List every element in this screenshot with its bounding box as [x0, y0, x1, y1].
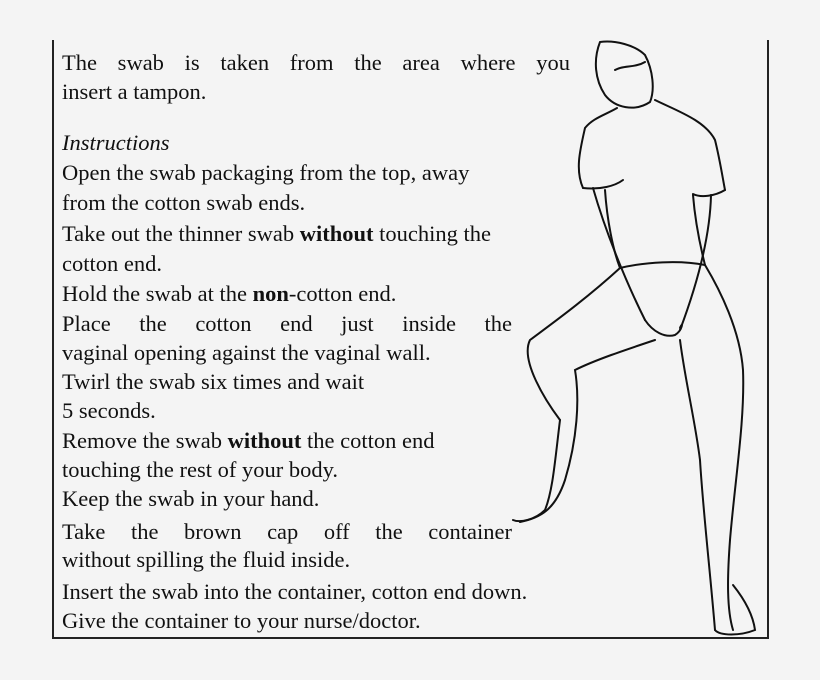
line-text: Hold the swab at the	[62, 281, 253, 306]
emphasis-text: without	[227, 428, 302, 453]
instruction-line	[62, 546, 350, 574]
instruction-line	[62, 427, 434, 455]
line-text: Give the container to your nurse/doctor.	[62, 608, 421, 633]
line-text: the cotton end	[301, 428, 435, 453]
line-text: Take the brown cap off the container	[62, 519, 512, 544]
instruction-line	[62, 159, 469, 187]
intro-line-2: insert a tampon.	[62, 79, 207, 104]
instruction-line	[62, 607, 421, 635]
line-text: -cotton end.	[288, 281, 397, 306]
line-text: cotton end.	[62, 251, 162, 276]
line-text: touching the rest of your body.	[62, 457, 338, 482]
instruction-line	[62, 518, 512, 546]
person-illustration	[505, 40, 765, 640]
intro-line-1: The swab is taken from the area where you	[62, 50, 570, 75]
line-text: Take out the thinner swab	[62, 221, 300, 246]
line-text: Open the swab packaging from the top, away	[62, 160, 470, 185]
line-text: vaginal opening against the vaginal wall.	[62, 340, 431, 365]
line-text: Insert the swab into the container, cotton end down.	[62, 579, 528, 604]
instruction-line	[62, 189, 305, 217]
line-text: without spilling the fluid inside.	[62, 547, 351, 572]
instruction-line	[62, 485, 319, 513]
line-text: 5 seconds.	[62, 398, 156, 423]
instruction-line	[62, 250, 162, 278]
emphasis-text: non	[252, 281, 289, 306]
instruction-line	[62, 220, 491, 248]
instruction-line	[62, 456, 338, 484]
line-text: from the cotton swab ends.	[62, 190, 306, 215]
line-text: Keep the swab in your hand.	[62, 486, 320, 511]
line-text: touching the	[373, 221, 491, 246]
line-text: Remove the swab	[62, 428, 228, 453]
instruction-line	[62, 310, 512, 338]
instructions-heading: Instructions	[62, 130, 170, 155]
line-text: Twirl the swab six times and wait	[62, 369, 365, 394]
instruction-line	[62, 339, 431, 367]
instruction-line	[62, 578, 527, 606]
emphasis-text: without	[299, 221, 374, 246]
instruction-line	[62, 397, 156, 425]
line-text: Place the cotton end just inside the	[62, 311, 512, 336]
instruction-line	[62, 280, 396, 308]
instruction-line	[62, 368, 364, 396]
